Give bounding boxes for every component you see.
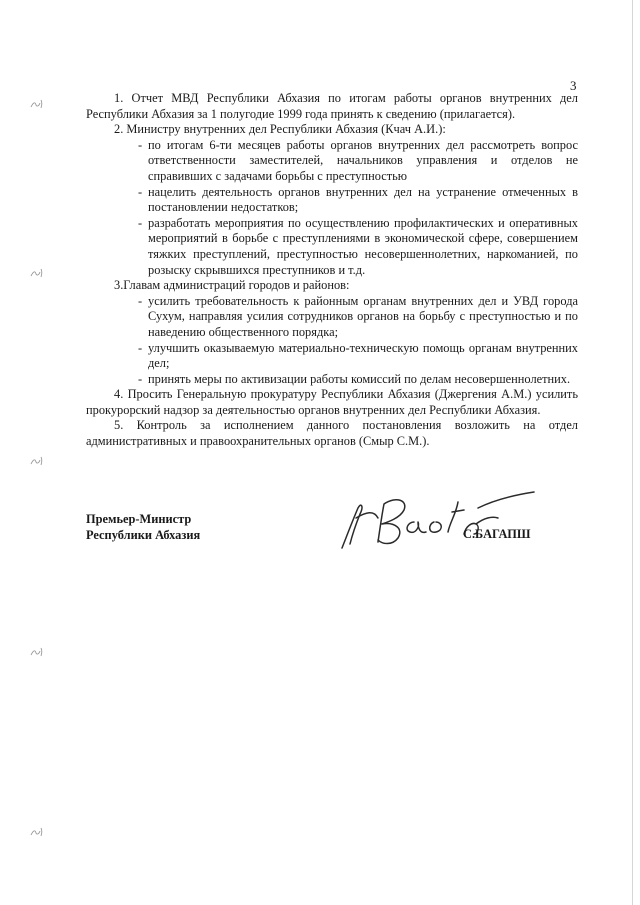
list-item: - по итогам 6-ти месяцев работы органов внутренних дел рассмотреть вопрос ответственности заместителей, начальников управления и отделов не справивших с задачами борьбы с преступностью xyxy=(138,137,578,183)
paragraph-1: 1. Отчет МВД Республики Абхазия по итогам работы органов внутренних дел Республики Абхазия за 1 полугодие 1999 года принять к сведению (прилагается). xyxy=(86,91,578,121)
paragraph-2-list xyxy=(138,138,578,278)
page-number: 3 xyxy=(570,78,577,93)
signatory-title xyxy=(86,512,200,543)
list-item: - разработать мероприятия по осуществлению профилактических и оперативных мероприятий в борьбе с преступлениями в экономической сфере, совершением тяжких преступлений, преступностью несовершеннолетних, наркоманией, по розыску скрывшихся преступников и т.д. xyxy=(138,215,578,277)
paragraph-5: 5. Контроль за исполнением данного постановления возложить на отдел административных и правоохранительных органов (Смыр С.М.). xyxy=(86,418,578,449)
scan-mark-icon xyxy=(30,98,44,110)
list-item: - нацелить деятельность органов внутренних дел на устранение отмеченных в постановлении недостатков; xyxy=(138,184,578,215)
signatory-name: С.БАГАПШ xyxy=(463,527,531,541)
list-item: - усилить требовательность к районным органам внутренних дел и УВД города Сухум, направляя усилия сотрудников органов на борьбу с преступностью и по наведению общественного порядка; xyxy=(138,293,578,339)
paragraph-4: 4. Просить Генеральную прокуратуру Республики Абхазия (Джергения А.М.) усилить прокурорский надзор за деятельностью органов внутренних дел Республики Абхазия. xyxy=(86,387,578,417)
list-item: - принять меры по активизации работы комиссий по делам несовершеннолетних. xyxy=(138,371,571,386)
scan-mark-icon xyxy=(30,826,44,838)
scan-mark-icon xyxy=(30,646,44,658)
list-item: - улучшить оказываемую материально-техническую помощь органам внутренних дел; xyxy=(138,340,578,371)
signatory-title-line-2: Республики Абхазия xyxy=(86,527,201,542)
paragraph-3-intro: 3.Главам администраций городов и районов: xyxy=(114,278,350,293)
scan-edge-shadow xyxy=(631,0,634,905)
scan-mark-icon xyxy=(30,455,44,467)
signatory-title-line-1: Премьер-Министр xyxy=(86,512,192,526)
paragraph-3-list xyxy=(138,294,578,388)
paragraph-2-intro: 2. Министру внутренних дел Республики Абхазия (Кчач А.И.): xyxy=(114,122,446,137)
decree-body xyxy=(86,91,578,450)
scan-mark-icon xyxy=(30,267,44,279)
